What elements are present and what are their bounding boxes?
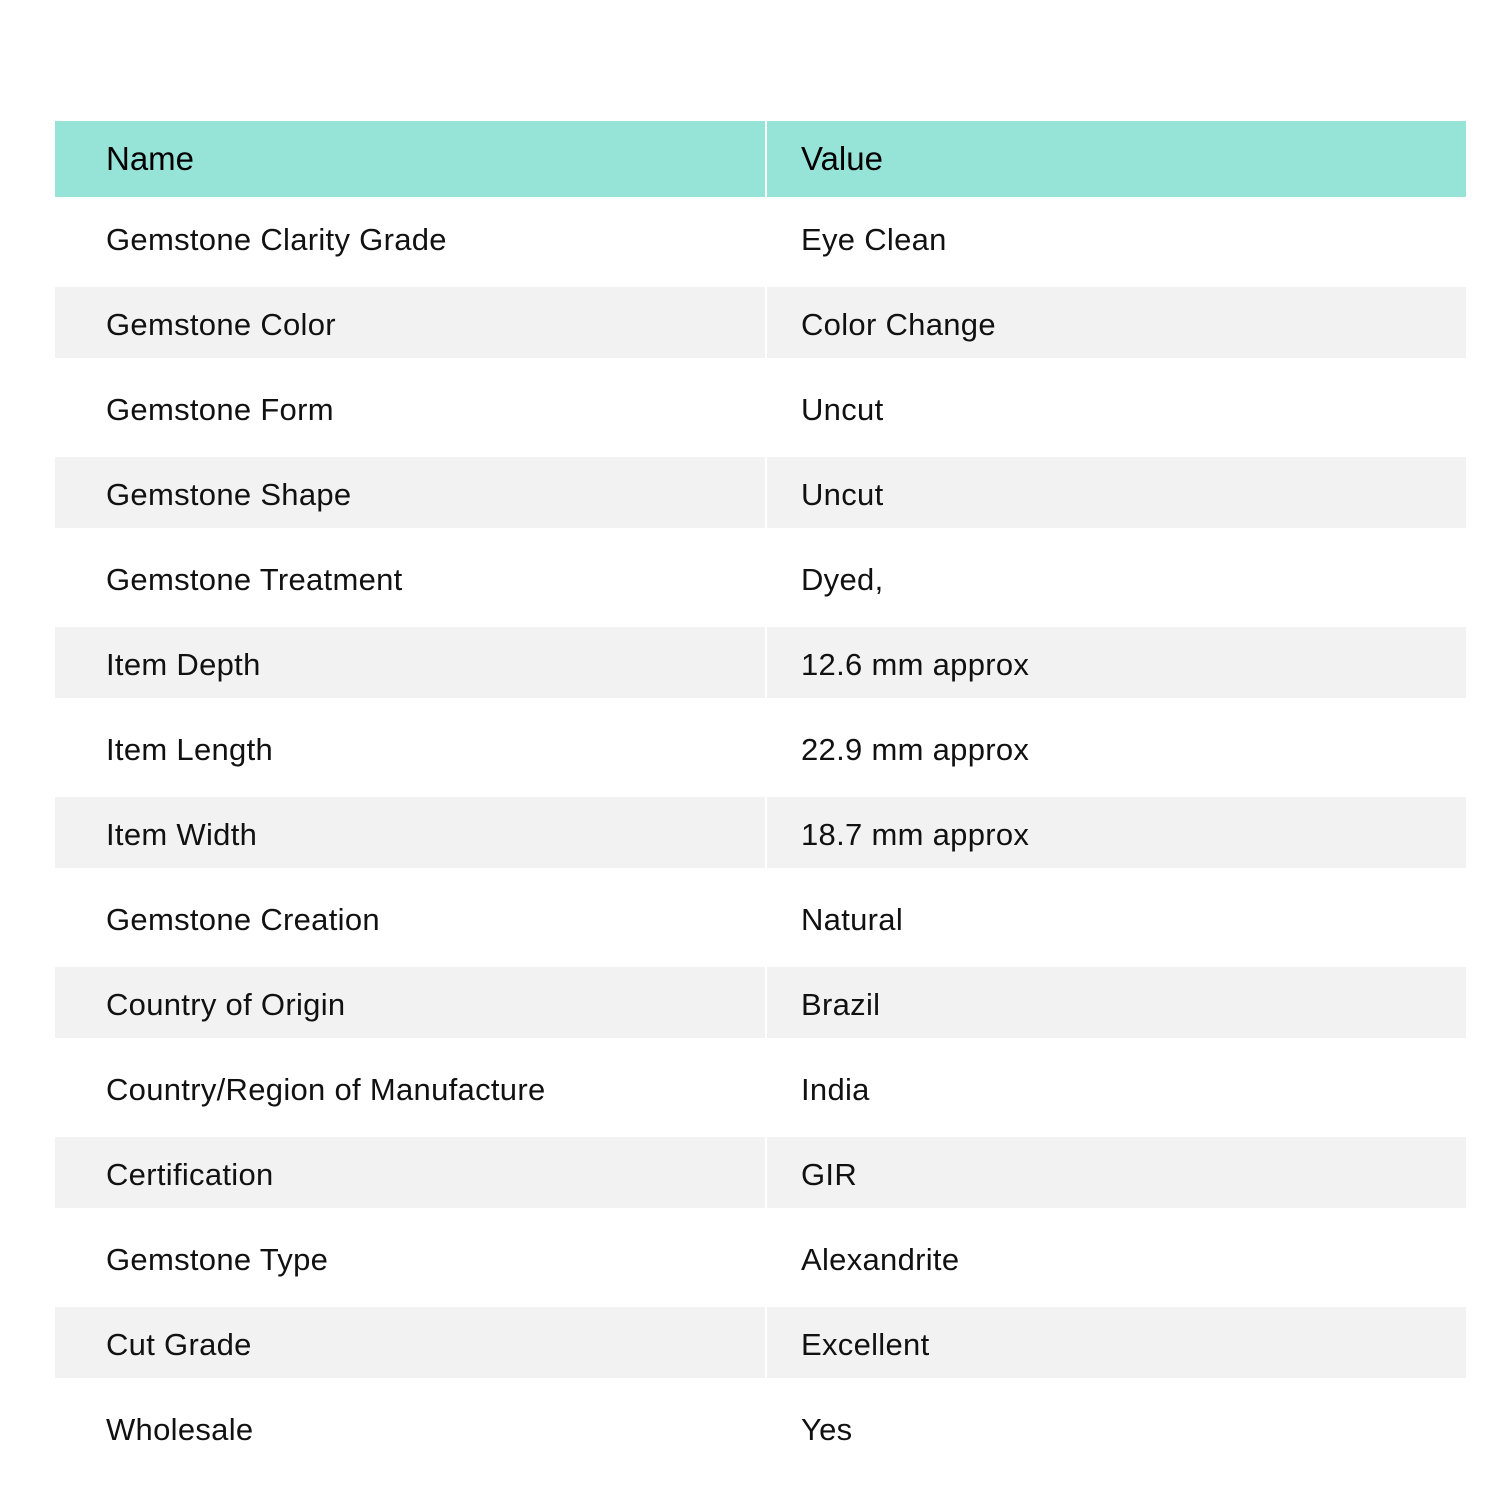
table-row <box>55 877 1466 962</box>
table-row <box>55 537 1466 622</box>
table-row <box>55 1387 1466 1472</box>
row-name-cell: Gemstone Color <box>55 282 766 367</box>
row-value-cell: Uncut <box>766 367 1466 452</box>
row-value-cell: Brazil <box>766 962 1466 1047</box>
row-value-cell: Color Change <box>766 282 1466 367</box>
row-name-cell: Wholesale <box>106 1411 254 1447</box>
table-row <box>55 792 1466 877</box>
table-row <box>55 962 1466 1047</box>
row-name-cell: Gemstone Clarity Grade <box>106 221 447 257</box>
row-value-cell: Yes <box>766 1387 1466 1472</box>
table-row <box>55 1047 1466 1132</box>
row-value-cell: 12.6 mm approx <box>766 622 1466 707</box>
table-row <box>55 1132 1466 1217</box>
table-row <box>55 1217 1466 1302</box>
row-value-cell: Eye Clean <box>766 197 1466 282</box>
row-name-cell: Gemstone Treatment <box>106 561 403 597</box>
row-value-cell: Natural <box>766 877 1466 962</box>
table-row <box>55 282 1466 367</box>
row-name-cell: Country of Origin <box>55 962 766 1047</box>
row-value-cell: GIR <box>766 1132 1466 1217</box>
row-value-cell: 22.9 mm approx <box>766 707 1466 792</box>
row-value-cell: Uncut <box>766 452 1466 537</box>
row-value-cell: India <box>766 1047 1466 1132</box>
table-row <box>55 452 1466 537</box>
item-specifics-table <box>55 121 1466 1472</box>
row-value-cell: Excellent <box>766 1302 1466 1387</box>
column-header-value: Value <box>766 121 1466 197</box>
row-value-cell: Alexandrite <box>766 1217 1466 1302</box>
row-name-cell: Item Length <box>106 731 274 767</box>
table-row <box>55 622 1466 707</box>
row-name-cell: Certification <box>55 1132 766 1217</box>
row-value-cell: 18.7 mm approx <box>766 792 1466 877</box>
row-name-cell: Item Width <box>55 792 766 877</box>
row-name-cell: Gemstone Creation <box>106 901 380 937</box>
row-name-cell: Item Depth <box>55 622 766 707</box>
row-name-cell: Cut Grade <box>55 1302 766 1387</box>
table-row <box>55 1302 1466 1387</box>
row-name-cell: Gemstone Shape <box>55 452 766 537</box>
table-row <box>55 367 1466 452</box>
table-row <box>55 197 1466 282</box>
table-row <box>55 707 1466 792</box>
column-header-name: Name <box>106 140 195 177</box>
row-value-cell: Dyed, <box>766 537 1466 622</box>
row-name-cell: Country/Region of Manufacture <box>106 1071 546 1107</box>
row-name-cell: Gemstone Form <box>106 391 334 427</box>
table-header-row <box>55 121 1466 197</box>
row-name-cell: Gemstone Type <box>106 1241 329 1277</box>
